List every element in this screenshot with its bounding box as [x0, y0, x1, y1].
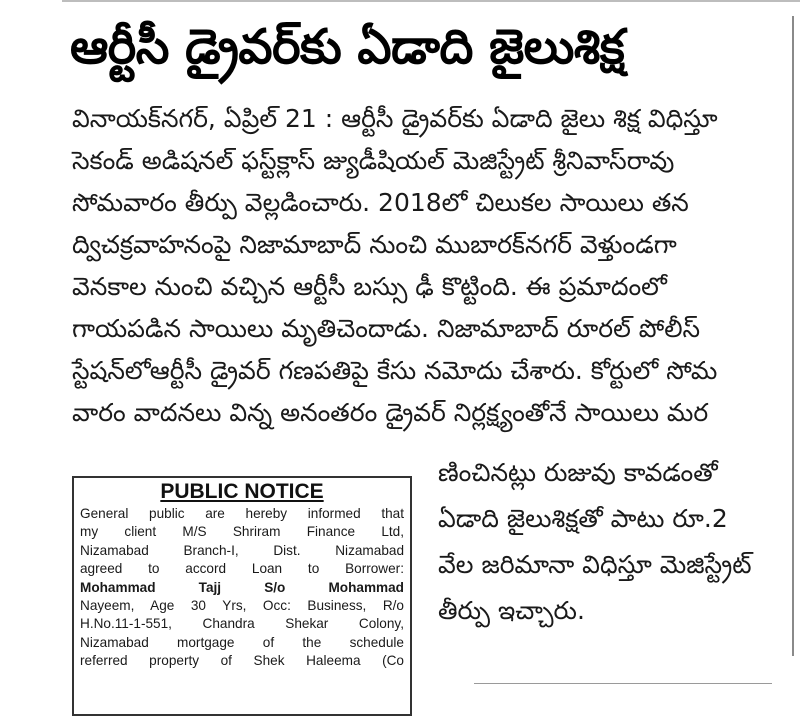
notice-line: H.No.11-1-551, Chandra Shekar Colony,	[80, 616, 404, 632]
notice-line: agreed to accord Loan to Borrower:	[80, 561, 404, 577]
article-column-line: తీర్పు ఇచ్చారు.	[438, 596, 585, 625]
article-body-line: సెకండ్ అడిషనల్ ఫస్ట్‌క్లాస్ జ్యుడీషియల్ మెజిస్ట్రేట్ శ్రీనివాస్‌రావు	[72, 146, 675, 175]
public-notice-title: PUBLIC NOTICE	[160, 480, 324, 503]
article-body-line: గాయపడిన సాయిలు మృతిచెందాడు. నిజామాబాద్ రూరల్ పోలీస్	[72, 314, 701, 343]
article-headline: ఆర్టీసీ డ్రైవర్‌కు ఏడాది జైలుశిక్ష	[70, 19, 625, 75]
column-rule	[792, 16, 794, 656]
article-body-line: సోమవారం తీర్పు వెల్లడించారు. 2018లో చిలుకల సాయిలు తన	[72, 188, 689, 217]
notice-line: Mohammad Tajj S/o Mohammad	[80, 579, 404, 595]
public-notice-box	[72, 476, 412, 716]
article-body-line: వెనకాల నుంచి వచ్చిన ఆర్టీసీ బస్సు ఢీ కొట్టింది. ఈ ప్రమాదంలో	[72, 272, 667, 301]
notice-line: Nizamabad Branch-I, Dist. Nizamabad	[80, 542, 404, 558]
article-body-line: ద్విచక్రవాహనంపై నిజామాబాద్ నుంచి ముబారక్‌నగర్ వెళ్తుండగా	[72, 230, 677, 259]
notice-line: General public are hereby informed that	[80, 506, 404, 521]
article-column-line: ణించినట్లు రుజువు కావడంతో	[438, 458, 718, 487]
article-body-line: వినాయక్‌నగర్, ఏప్రిల్ 21 : ఆర్టీసీ డ్రైవర్‌కు ఏడాది జైలు శిక్ష విధిస్తూ	[72, 104, 718, 133]
top-rule	[62, 0, 800, 10]
notice-line: referred property of Shek Haleema (Co	[80, 653, 404, 669]
notice-line: Nayeem, Age 30 Yrs, Occ: Business, R/o	[80, 598, 404, 614]
article-column-line: వేల జరిమానా విధిస్తూ మెజిస్ట్రేట్	[438, 550, 752, 579]
public-notice-text	[80, 505, 404, 671]
article-body-line: స్టేషన్‌లోఆర్టీసీ డ్రైవర్ గణపతిపై కేసు నమోదు చేశారు. కోర్టులో సోమ	[72, 356, 718, 385]
notice-line: my client M/S Shriram Finance Ltd,	[80, 524, 404, 540]
article-body-line: వారం వాదనలు విన్న అనంతరం డ్రైవర్ నిర్లక్ష్యంతోనే సాయిలు మర	[72, 398, 709, 427]
bottom-rule	[474, 683, 772, 684]
article-column-line: ఏడాది జైలుశిక్షతో పాటు రూ.2	[438, 504, 728, 533]
notice-line: Nizamabad mortgage of the schedule	[80, 634, 404, 650]
